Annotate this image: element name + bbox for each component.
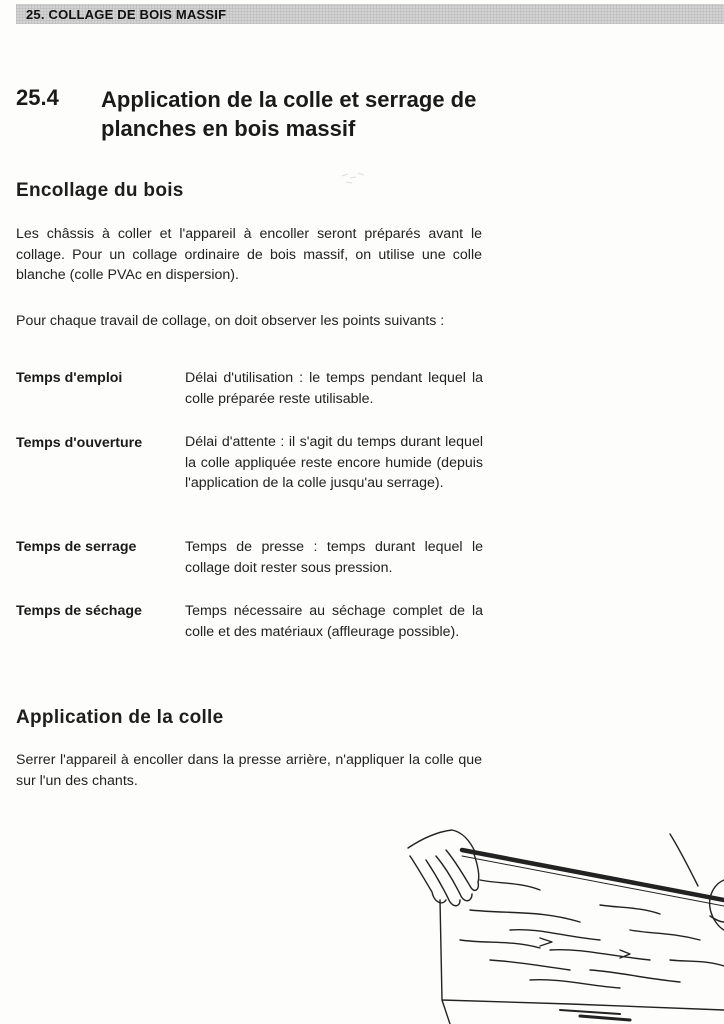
definition-temps-ouverture: Délai d'attente : il s'agit du temps durant lequel la colle appliquée reste encore humide (depuis l'application de la colle jusqu'au serrage). — [185, 434, 483, 491]
term-temps-emploi: Temps d'emploi — [16, 370, 123, 386]
section-number: 25.4 — [16, 85, 59, 110]
definition-temps-emploi: Délai d'utilisation : le temps pendant lequel la colle préparée reste utilisable. — [185, 370, 483, 407]
encollage-heading: Encollage du bois — [16, 180, 184, 201]
term-temps-sechage: Temps de séchage — [16, 603, 142, 619]
application-paragraph: Serrer l'appareil à encoller dans la presse arrière, n'appliquer la colle que sur l'un des chants. — [16, 752, 482, 789]
encollage-paragraph-2: Pour chaque travail de collage, on doit observer les points suivants : — [16, 313, 445, 329]
encollage-paragraph-1: Les châssis à coller et l'appareil à encoller seront préparés avant le collage. Pour un collage ordinaire de bois massif, on utilise une colle blanche (colle PVAc en dispersion). — [16, 226, 482, 283]
chapter-header: 25. COLLAGE DE BOIS MASSIF — [26, 7, 227, 22]
term-temps-serrage: Temps de serrage — [16, 539, 137, 555]
application-heading: Application de la colle — [16, 707, 224, 728]
scan-speck-decoration — [340, 170, 368, 188]
definition-temps-serrage: Temps de presse : temps durant lequel le collage doit rester sous pression. — [185, 539, 483, 576]
glue-spreader-illustration — [390, 810, 724, 1024]
section-title: Application de la colle et serrage de planches en bois massif — [101, 87, 477, 141]
definition-temps-sechage: Temps nécessaire au séchage complet de la colle et des matériaux (affleurage possible). — [185, 603, 483, 640]
term-temps-ouverture: Temps d'ouverture — [16, 435, 143, 451]
